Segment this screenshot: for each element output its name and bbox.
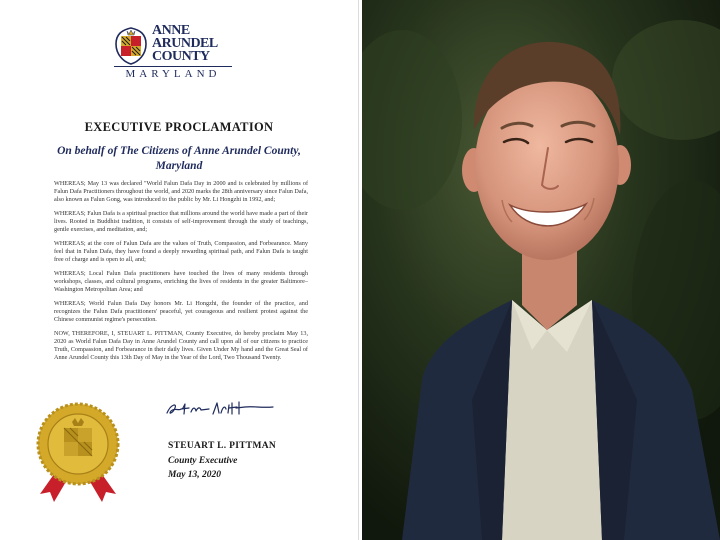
proclamation-document [0, 0, 359, 540]
logo-line-county: COUNTY [152, 49, 210, 64]
logo-line-anne: ANNE [152, 23, 190, 38]
portrait-photo [362, 0, 720, 540]
signature-date: May 13, 2020 [168, 470, 222, 480]
proclamation-body [54, 180, 308, 368]
whereas-paragraph-5: WHEREAS; World Falun Dafa Day honors Mr. Li Hongzhi, the founder of the practice, and recognizes the Falun Dafa practitioners' peaceful, yet courageous and resilient protest against the Chinese communist regime's persecution. [54, 300, 308, 323]
whereas-paragraph-2: WHEREAS; Falun Dafa is a spiritual practice that millions around the world have made a part of their lives. Rooted in Buddhist tradition, it consists of self-improvement through the study of teachings, gentle exercises, and meditation, and; [54, 210, 308, 233]
signatory-title: County Executive [168, 456, 238, 466]
county-crest-icon [112, 26, 150, 66]
whereas-paragraph-3: WHEREAS; at the core of Falun Dafa are the values of Truth, Compassion, and Forbearance. Many feel that in Falun Dafa, they have found a deeply rewarding spiritual path, and Falun Dafa is taught free of charge and is open to all, and; [54, 240, 308, 263]
signatory-name: STEUART L. PITTMAN [168, 441, 277, 451]
logo-line-arundel: ARUNDEL [152, 36, 218, 51]
proclamation-title: EXECUTIVE PROCLAMATION [84, 120, 274, 134]
portrait-illustration [362, 0, 720, 540]
county-name [152, 24, 232, 63]
whereas-paragraph-1: WHEREAS; May 13 was declared "World Falun Dafa Day in 2000 and is celebrated by millions of Falun Dafa Practitioners throughout the world, and 2020 marks the 28th anniversary since Falun Dafa, also known as Falun Gong, was introduced to the public by Mr. Li Hongzhi in 1992, and; [54, 180, 308, 203]
whereas-paragraph-4: WHEREAS; Local Falun Dafa practitioners have touched the lives of many residents through workshops, classes, and cultural programs, enriching the lives of residents in the greater Baltimore–Washington Metropolitan Area; and [54, 270, 308, 293]
proclamation-subtitle: On behalf of The Citizens of Anne Arundel County, Maryland [57, 145, 301, 172]
county-logo [112, 24, 232, 80]
proclamation-paragraph: NOW, THEREFORE, I, STEUART L. PITTMAN, County Executive, do hereby proclaim May 13, 2020 as World Falun Dafa Day in Anne Arundel County and call upon all of our citizens to practice Truth, Compassion, and Forbearance in their daily lives. Given Under My hand and the Great Seal of Anne Arundel County this 13th Day of May in the Year of the Lord, Two Thousand Twenty. [54, 330, 308, 361]
gold-seal-icon [28, 398, 128, 508]
handwritten-signature [165, 400, 277, 418]
logo-state: MARYLAND [114, 66, 232, 80]
